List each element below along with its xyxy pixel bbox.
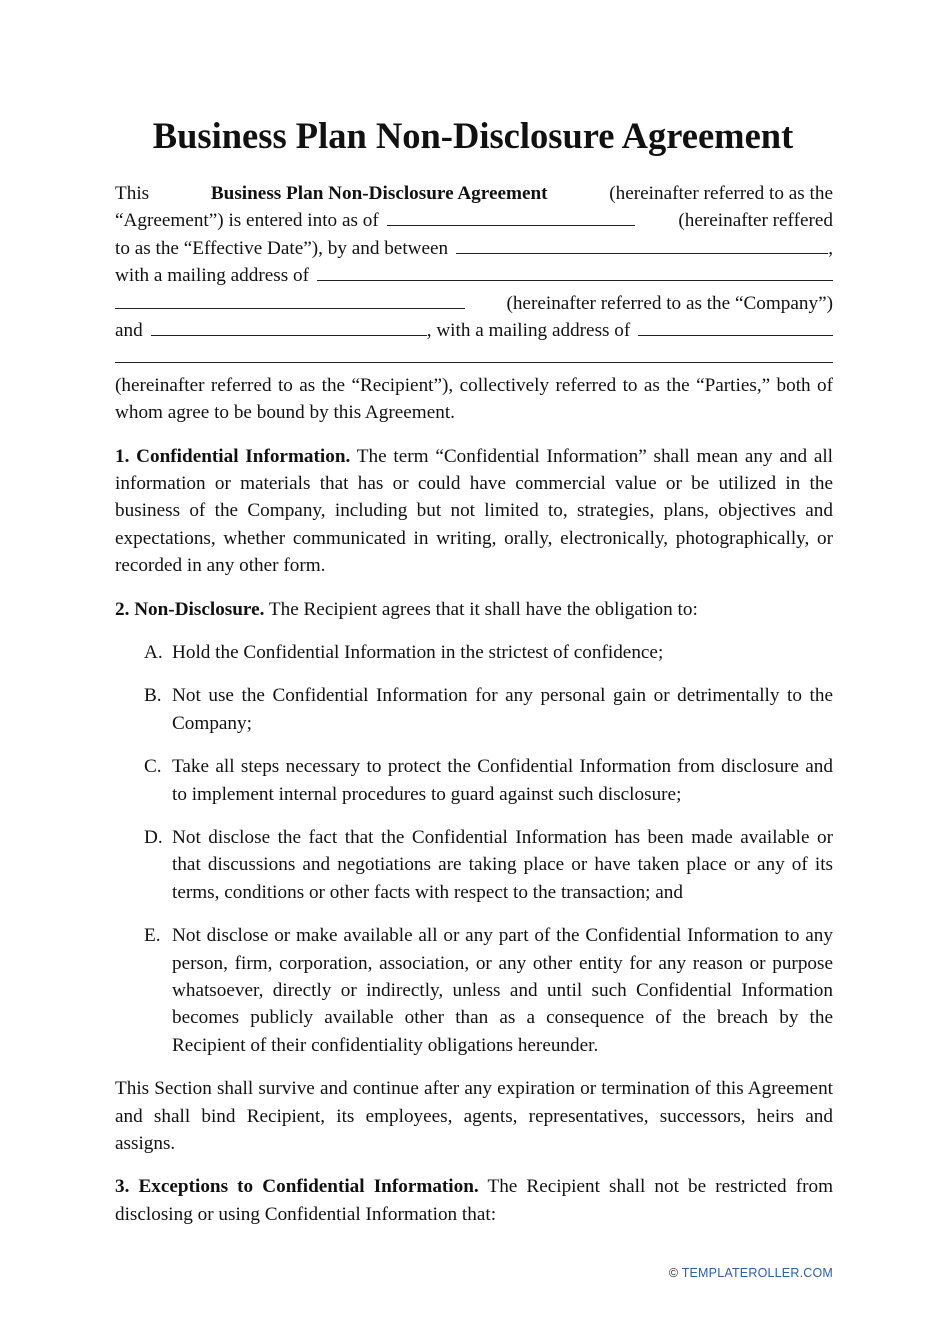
list-item-text: Take all steps necessary to protect the Confidential Information from disclosure and to implement internal procedures to guard against such disclosure;	[172, 756, 833, 805]
intro-line-7	[115, 344, 833, 371]
list-item	[115, 682, 833, 737]
intro-company: (hereinafter referred to as the “Company”)	[506, 292, 833, 314]
intro-mailing-address: with a mailing address of	[115, 265, 309, 287]
intro-line-4	[115, 262, 833, 289]
list-item-text: Not use the Confidential Information for any personal gain or detrimentally to the Company;	[172, 685, 833, 734]
list-item-letter: A.	[144, 641, 163, 663]
company-address-blank-1[interactable]	[317, 262, 833, 281]
list-item	[115, 824, 833, 906]
list-item-letter: C.	[144, 756, 162, 778]
section-2	[115, 596, 833, 623]
section-3-heading: 3. Exceptions to Confidential Information.	[115, 1176, 479, 1198]
intro-line-6	[115, 317, 833, 344]
list-item-text: Hold the Confidential Information in the strictest of confidence;	[172, 641, 664, 663]
intro-entered-into: “Agreement”) is entered into as of	[115, 210, 379, 232]
recipient-address-blank-1[interactable]	[638, 317, 833, 336]
company-address-blank-2[interactable]	[115, 290, 465, 309]
effective-date-blank[interactable]	[387, 207, 635, 226]
list-item-text: Not disclose the fact that the Confidential Information has been made available or that discussions and negotiations are taking place or have taken place or any of its terms, conditions or other facts with respect to the transaction; and	[172, 827, 833, 903]
intro-and: and	[115, 319, 143, 341]
list-item-text: Not disclose or make available all or any part of the Confidential Information to any person, firm, corporation, association, or any other entity for any reason or purpose whatsoever, directly or indirectly, unless and until such Confidential Information becomes publicly available other than as a consequence of the breach by the Recipient of their confidentiality obligations hereunder.	[172, 925, 833, 1056]
intro-comma: ,	[828, 237, 833, 259]
recipient-address-blank-2[interactable]	[115, 344, 833, 363]
document-title: Business Plan Non-Disclosure Agreement	[152, 115, 794, 156]
section-2-heading: 2. Non-Disclosure.	[115, 598, 265, 620]
intro-recipient-mailing: , with a mailing address of	[426, 319, 631, 341]
section-2-text: The Recipient agrees that it shall have the obligation to:	[268, 598, 698, 620]
list-item	[115, 753, 833, 808]
intro-agreement-name: Business Plan Non-Disclosure Agreement	[210, 183, 548, 204]
document-body	[115, 180, 833, 1228]
section-2-survival: This Section shall survive and continue after any expiration or termination of this Agreement and shall bind Recipient, its employees, agents, representatives, successors, heirs and assigns.	[115, 1078, 833, 1155]
intro-hereinafter: (hereinafter referred to as the	[609, 183, 833, 204]
intro-line-2	[115, 207, 833, 234]
intro-this: This	[115, 183, 150, 204]
section-1-text: The term “Confidential Information” shall mean any and all information or materials that has or could have commercial value or be utilized in the business of the Company, including but not limited to, strategies, plans, objectives and expectations, whether communicated in writing, orally, electronically, photographically, or recorded in any other form.	[115, 445, 834, 577]
intro-line-5	[115, 290, 833, 317]
obligations-list	[115, 639, 833, 1059]
intro-effective-date: to as the “Effective Date”), by and between	[115, 237, 449, 259]
templateroller-link[interactable]: TEMPLATEROLLER.COM	[681, 1266, 833, 1280]
copyright-symbol: ©	[668, 1266, 679, 1280]
list-item-letter: B.	[144, 685, 162, 707]
intro-line-3	[115, 235, 833, 262]
intro-recipient-parties: (hereinafter referred to as the “Recipient”), collectively referred to as the “Parties,” both of whom agree to be bound by this Agreement.	[115, 374, 833, 424]
footer-credit	[669, 1266, 833, 1280]
list-item-letter: D.	[144, 827, 163, 849]
list-item	[115, 639, 833, 666]
recipient-name-blank[interactable]	[151, 317, 427, 336]
list-item-letter: E.	[144, 925, 161, 947]
section-3	[115, 1173, 833, 1228]
section-3-text: The Recipient shall not be restricted from disclosing or using Confidential Information that:	[115, 1176, 834, 1225]
company-name-blank[interactable]	[456, 235, 828, 254]
intro-paragraph	[115, 180, 833, 427]
section-1-heading: 1. Confidential Information.	[115, 445, 351, 467]
section-1	[115, 443, 833, 580]
intro-reffered: (hereinafter reffered	[678, 210, 833, 232]
list-item	[115, 922, 833, 1059]
intro-line-1	[115, 180, 833, 207]
